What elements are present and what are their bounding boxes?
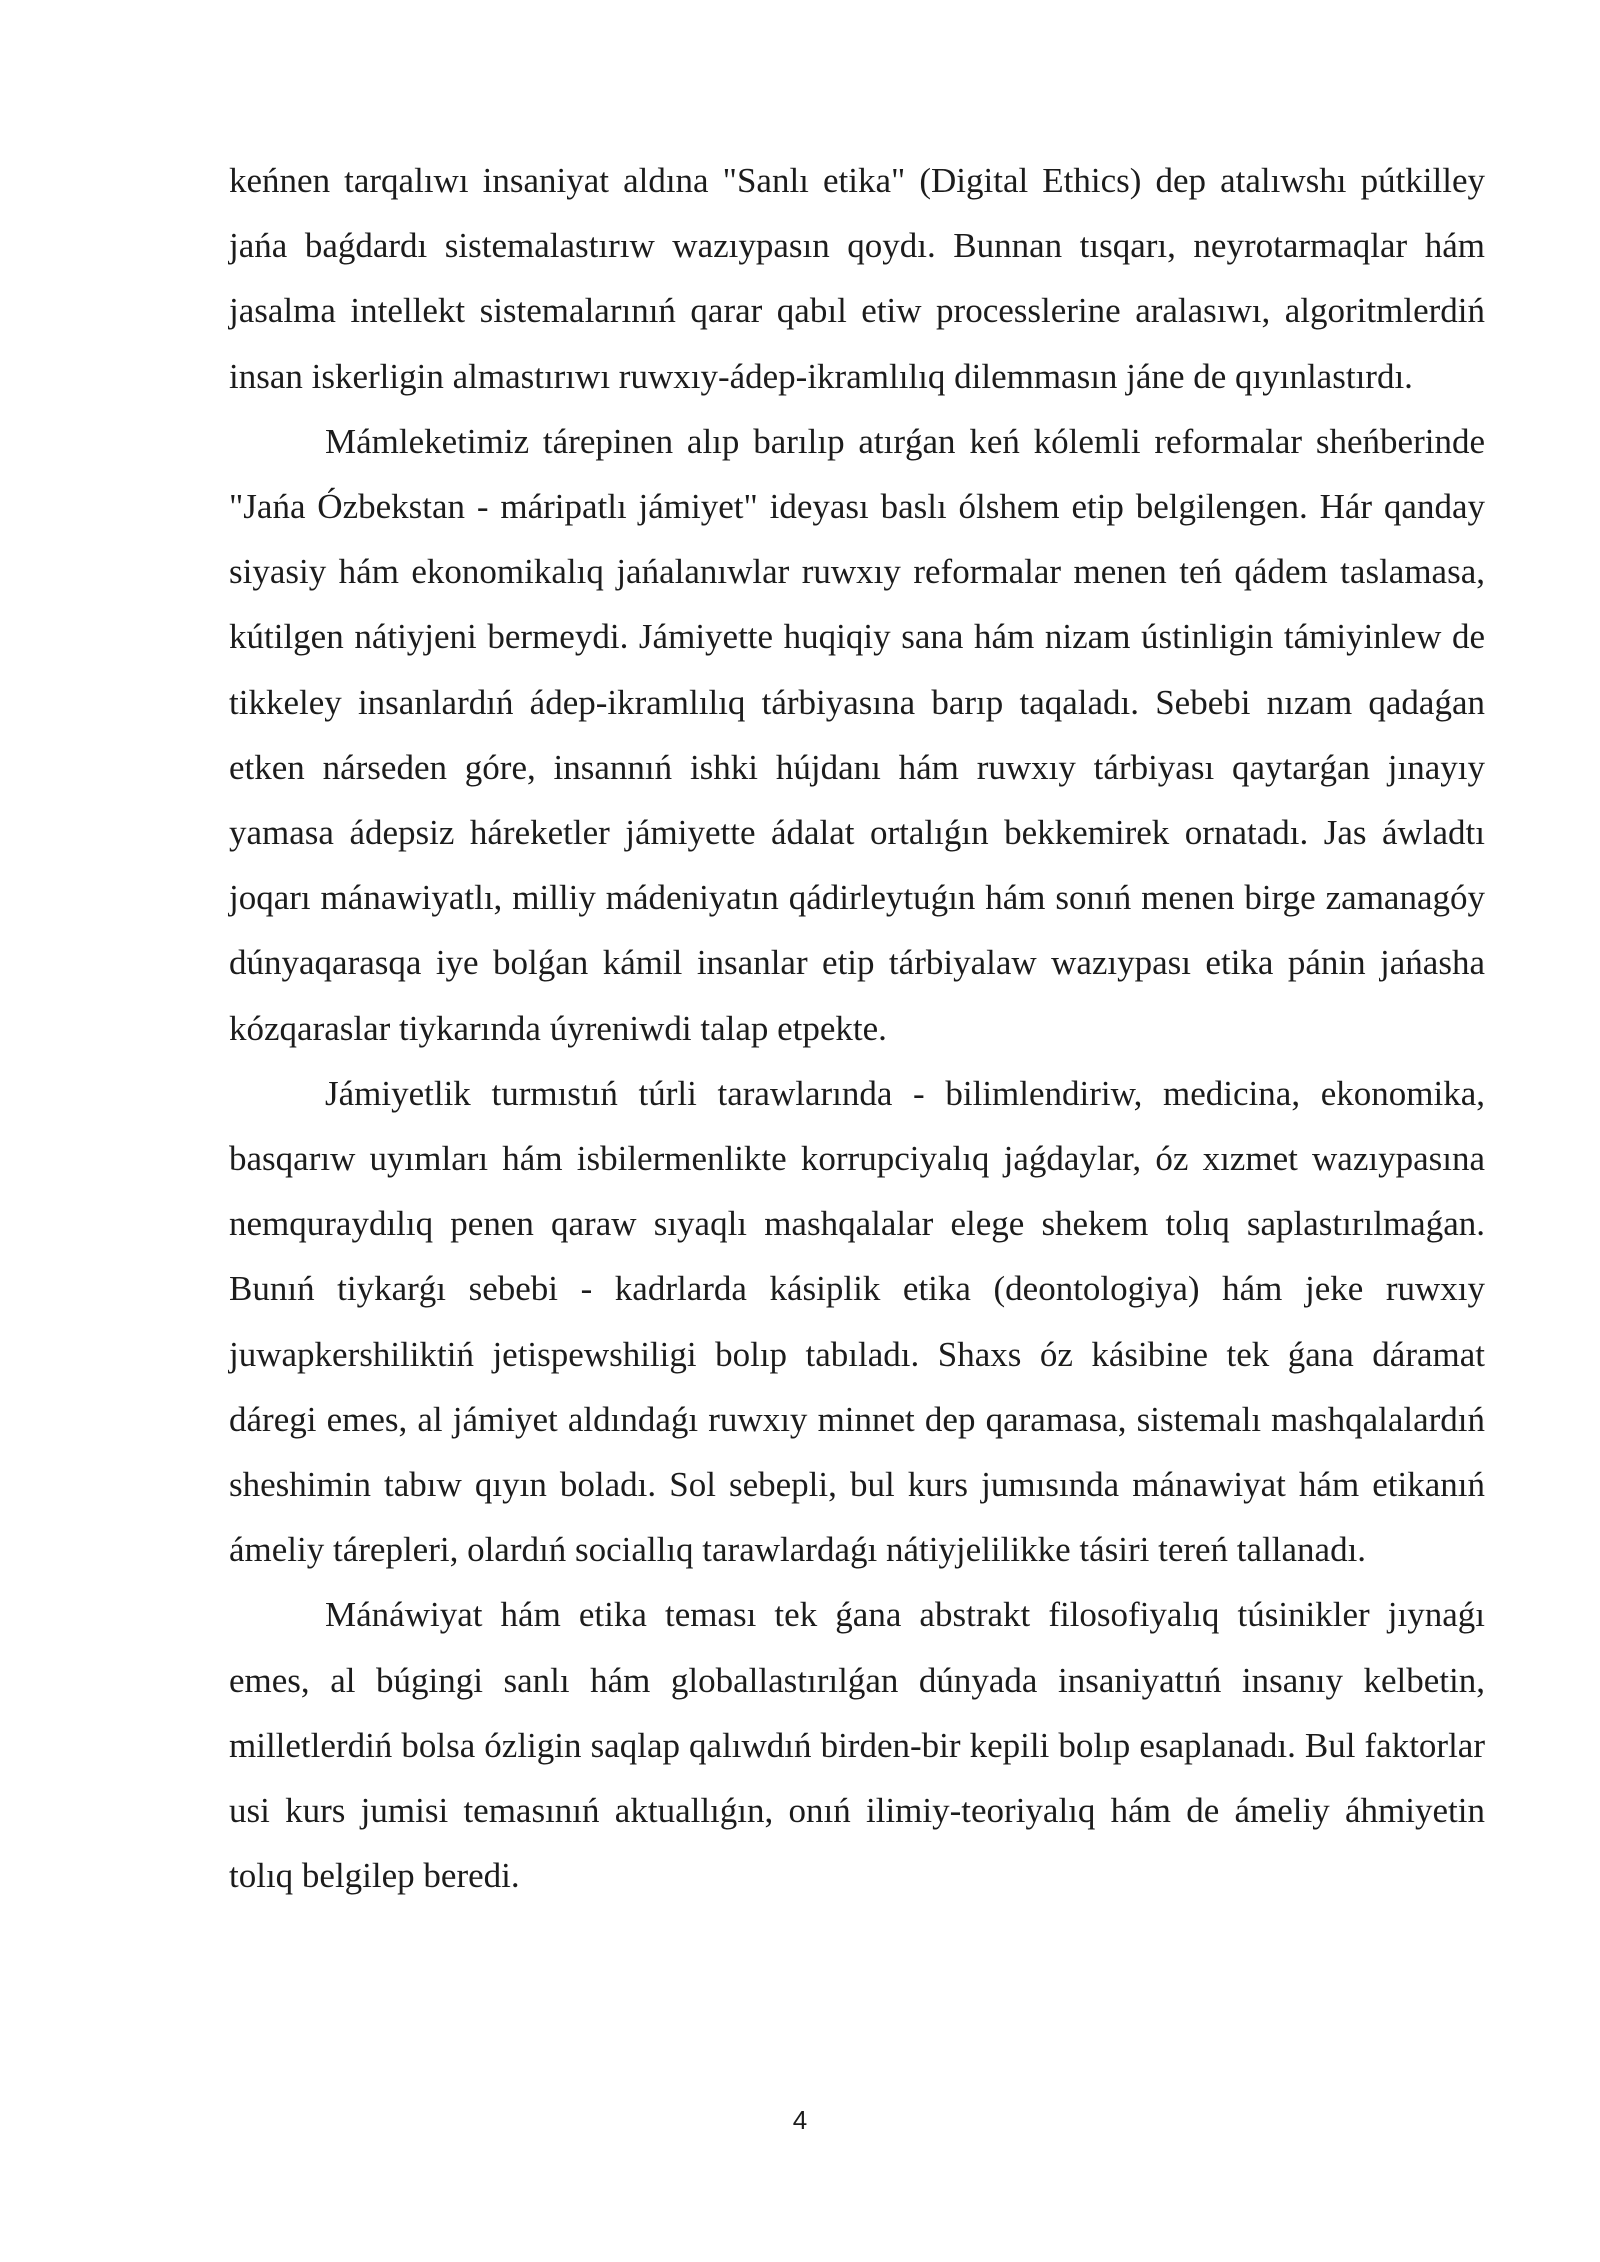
document-body: [229, 148, 1485, 1908]
paragraph-4: Mánáwiyat hám etika teması tek ǵana abstrakt filosofiyalıq túsinikler jıynaǵı emes, al búgingi sanlı hám globallastırılǵan dúnyada insaniyattıń insanıy kelbetin, milletlerdiń bolsa ózligin saqlap qalıwdıń birden-bir kepili bolıp esaplanadı. Bul faktorlar usi kurs jumisi temasınıń aktuallıǵın, onıń ilimiy-teoriyalıq hám de ámeliy áhmiyetin tolıq belgilep beredi.: [229, 1595, 1485, 1896]
paragraph-2: Mámleketimiz tárepinen alıp barılıp atırǵan keń kólemli reformalar sheńberinde "Jańa Ózbekstan - máripatlı jámiyet" ideyası baslı ólshem etip belgilengen. Hár qanday siyasiy hám ekonomikalıq jańalanıwlar ruwxıy reformalar menen teń qádem taslamasa, kútilgen nátiyjeni bermeydi. Jámiyette huqiqiy sana hám nizam ústinligin támiyinlew de tikkeley insanlardıń ádep-ikramlılıq tárbiyasına barıp taqaladı. Sebebi nızam qadaǵan etken nárseden góre, insannıń ishki hújdanı hám ruwxıy tárbiyası qaytarǵan jınayıy yamasa ádepsiz háreketler jámiyette ádalat ortalıǵın bekkemirek ornatadı. Jas áwladtı joqarı mánawiyatlı, milliy mádeniyatın qádirleytuǵın hám sonıń menen birge zamanagóy dúnyaqarasqa iye bolǵan kámil insanlar etip tárbiyalaw wazıypası etika pánin jańasha kózqaraslar tiykarında úyreniwdi talap etpekte.: [229, 421, 1485, 1048]
paragraph-1: keńnen tarqalıwı insaniyat aldına "Sanlı etika" (Digital Ethics) dep atalıwshı pútkilley jańa baǵdardı sistemalastırıw wazıypasın qoydı. Bunnan tısqarı, neyrotarmaqlar hám jasalma intellekt sistemalarınıń qarar qabıl etiw processlerine aralasıwı, algoritmlerdiń insan iskerligin almastırıwı ruwxıy-ádep-ikramlılıq dilemmasın jáne de qıyınlastırdı.: [229, 161, 1485, 396]
paragraph-3: Jámiyetlik turmıstıń túrli tarawlarında - bilimlendiriw, medicina, ekonomika, basqarıw uyımları hám isbilermenlikte korrupciyalıq jaǵdaylar, óz xızmet wazıypasına nemquraydılıq penen qaraw sıyaqlı mashqalalar elege shekem tolıq saplastırılmaǵan. Bunıń tiykarǵı sebebi - kadrlarda kásiplik etika (deontologiya) hám jeke ruwxıy juwapkershiliktiń jetispewshiligi bolıp tabıladı. Shaxs óz kásibine tek ǵana dáramat dáregi emes, al jámiyet aldındaǵı ruwxıy minnet dep qaramasa, sistemalı mashqalalardıń sheshimin tabıw qıyın boladı. Sol sebepli, bul kurs jumısında mánawiyat hám etikanıń ámeliy tárepleri, olardıń sociallıq tarawlardaǵı nátiyjelilikke tásiri tereń tallanadı.: [229, 1073, 1485, 1570]
page-number: 4: [792, 2105, 808, 2135]
